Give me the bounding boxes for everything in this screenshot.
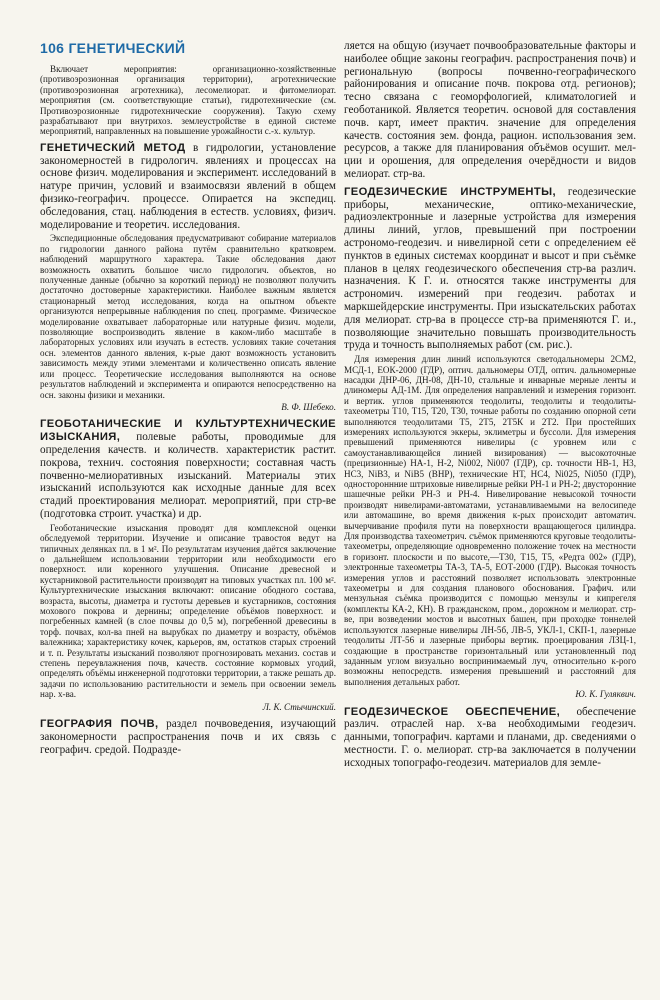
geodetic-support-article bbox=[344, 706, 636, 770]
left-column bbox=[40, 64, 336, 989]
geobotanic-title: ГЕОБОТАНИЧЕСКИЕ И КУЛЬТУРТЕХНИЧЕСКИЕ ИЗЫСКАНИЯ, bbox=[40, 418, 336, 444]
soil-geography-continuation: ляется на общую (изучает почвообразовательные факторы и наиболее общие законы географич. распространения почв) и региональную (вопросы почвенно-географического районирования и описание почв. покрова отд. регионов); тесно связана с геоморфологией, климатологией и геоботаникой. Является теоретич. основой для составления почв. карт, имеет практич. значение для определения качеств. состояния зем. фонда, рацион. использования зем. ресурсов, а также для планирования объёмов осушит. мел-ции и орошения, для определения очерёдности и видов мелиорат. стр-ва. bbox=[344, 40, 636, 180]
soil-geography-article bbox=[40, 718, 336, 756]
instruments-title: ГЕОДЕЗИЧЕСКИЕ ИНСТРУМЕНТЫ, bbox=[344, 185, 556, 198]
geobotanic-text: полевые работы, проводимые для определения качеств. и количеств. характеристик растит. покрова, технич. состояния поверхности; составная часть почвенно-мелиоративных изысканий. Материалы этих изысканий используются как исходные данные для всех стадий проектирования мелиорат. мероприятий, при стр-ве (подготовка строит. участка) и др. bbox=[40, 431, 336, 520]
instruments-details: Для измерения длин линий используются светодальномеры 2СМ2, МСД-1, ЕОК-2000 (ГДР), оптич. дальномеры ОТД, оптич. дальномерные насадки ДНР-06, ДН-08, ДН-10, стальные и инварные мерные ленты и длиномеры АД-1М. Для определения направлений и измерения горизонт. и вертик. углов применяются теодолиты, теодолиты и теодолиты-тахеометры Т10, Т15, Т20, Т30, точные работы по созданию опорной сети выполняются теодолитами Т5, 2Т5, 2Т5К и 2Т2. При простейших измерениях используются эккеры, эклиметры и буссоли. Для измерения превышений применяются нивелиры (с уровнем или с самоустанавливающейся линией визирования) — высокоточные (прецизионные) НА-1, Н-2, Ni002, Ni007 (ГДР), ср. точности НВ-1, Н3, НС3, NiB3, и NiB5 (ВНР), технические НТ, НС4, Ni025, Ni050 (ГДР), одностороннние штриховые нивелирные рейки РН-1 и РН-2; двусторонние шашечные рейки РН-3 и РН-4. Нивелирование невысокой точности производят нивелирами-автоматами, устанавливаемыми на велосипеде или автомашине, во время движения к-рых происходит автоматич. вычерчивание профиля пути на поверхности вращающегося цилиндра. Для производства тахеометрич. съёмок применяются круговые теодолиты-тахеометры, определяющие одновременно положение точек на местности в горизонт. плоскости и по высоте,—Т30, Т15, Т5, «Редта 002» (ГДР), электронные тахеометры ТА-3, ТА-5, ЕОТ-2000 (ГДР). Высокая точность измерения углов и расстояний позволяет использовать электронные тахеометры и для создания планового обоснования. Графич. или мензульная съёмка производится с помощью мензулы и кипрегеля (комплекты КА-2, КН). В гражданском, пром., дорожном и мелиорат. стр-ве, при возведении мостов и высотных башен, при проходке тоннелей используются лазерные нивелиры ЛН-5б, ЛВ-5, УКЛ-1, СКП-1, лазерные теодолиты ЛТ-56 и лазерные приборы вертик. проецирования ЛЗЦ-1, создающие в пространстве горизонтальный или установленный под заданным углом визуально воспринимаемый луч, относительно к-рого возможны непосредств. измерения превышений и расстояний для выполнения детальных работ. bbox=[344, 354, 636, 687]
soil-geography-title: ГЕОГРАФИЯ ПОЧВ, bbox=[40, 718, 159, 731]
genetic-method-text: в гидрологии, установление закономерностей в гидрологич. явлениях и процессах на основе физич. моделирования и эксперимент. исследований в натуре причин, условий и взаимосвязи явлений в общем физико-географич. процессе. Опирается на экспедиц. обследования, стац. наблюдения в естеств. условиях, физич. моделирование и теоретич. исследования. bbox=[40, 141, 336, 231]
genetic-method-title: ГЕНЕТИЧЕСКИЙ МЕТОД bbox=[40, 141, 186, 154]
running-head: 106 ГЕНЕТИЧЕСКИЙ bbox=[40, 40, 186, 56]
geobotanic-article bbox=[40, 418, 336, 520]
genetic-method-details: Экспедиционные обследования предусматривают собирание материалов по гидрологии данного района путём сравнительно кратковрем. наблюдений маршрутного характера. Такие обследования дают возможность охватить большое число гидрологич. объектов, но полученные данные (обычно за короткий период) не позволяют получить достаточно достоверные характеристики. Наиболее важным является стационарный метод исследования, когда на опытном объекте организуются непрерывные наблюдения по спец. программе. Физическое моделирование охватывает лабораторные или натурные физич. модели, позволяющие воспроизводить явление в каком-либо масштабе в лабораторных условиях или изучать в естеств. условиях такие сочетания осн. элементов данного явления, к-рые дают возможность установить зависимость между этими элементами и количественно описать явление или процесс. Теоретические исследования выполняются на основе результатов наблюдений и эксперимента и опираются непосредственно на осн. законы физики и механики. bbox=[40, 233, 336, 400]
erosion-paragraph: Включает мероприятия: организационно-хозяйственные (противоэрозионная организация территории), агротехнические (противоэрозионная агротехника), лесомелиорат. и фитомелиорат. мероприятия (см. соответствующие статьи), гидротехнические (см. Противоэрозионные гидротехнические сооружения). Такую схему разрабатывают при внутрихоз. землеустройстве в единой системе мероприятий, направленных на повышение урожайности с.-х. культур. bbox=[40, 64, 336, 137]
soil-geography-text: раздел почвоведения, изучающий закономерности распространения почв и их связь с географич. средой. Подразде- bbox=[40, 718, 336, 756]
geodetic-support-text: обеспечение различ. отраслей нар. х-ва необходимыми геодезич. данными, топографич. картами и планами, др. сведениями о местности. Г. о. мелиорат. стр-ва заключается в получении исходных топографо-геодезич. материалов для земле- bbox=[344, 705, 636, 769]
genetic-method-article bbox=[40, 142, 336, 232]
geodetic-support-title: ГЕОДЕЗИЧЕСКОЕ ОБЕСПЕЧЕНИЕ, bbox=[344, 705, 561, 718]
geobotanic-author: Л. К. Стычинский. bbox=[262, 701, 336, 712]
instruments-author: Ю. К. Гуляквич. bbox=[575, 689, 636, 700]
instruments-text: геодезические приборы, механические, оптико-механические, радиоэлектронные и лазерные устройства для измерения длины линий, углов, превышений при построении астрономо-геодезич. и нивелирной сети с определением её пунктов в единых системах координат и высот и при съёмке планов в целях геодезического обеспечения стр-ва различ. назначения. К Г. и. относятся также инструменты для астрономич. измерений при геодезич. работах и маркшейдерские инструменты. При изыскательских работах для мелиорат. стр-ва в процессе стр-ва применяются Г. и., позволяющие значительно повышать производительность труда и точность выполняемых работ (см. рис.). bbox=[344, 185, 636, 352]
right-column bbox=[344, 40, 636, 987]
instruments-article bbox=[344, 186, 636, 352]
geobotanic-details: Геоботанические изыскания проводят для комплексной оценки обследуемой территории. Изучение и описание травостоя ведут на типичных делянках пл. в 1 м². По результатам изучения даётся заключение о дальнейшем использовании территории или необходимости его поверхност. или коренного улучшения. Описание древесной и кустарниковой растительности производят на типовых участках пл. 100 м². Культуртехнические изыскания включают: описание ободного состава, возраста, высоты, диаметра и густоты деревьев и кустарников, состояния мохового покрова и дернины; определение объёмов поверхност. и погребенных камней (в слое почвы до 0,5 м), погребенной древесины в торф. почвах, кол-ва пней на вырубках по диаметру и возрасту, объёмов валежника; характеристику кочек, карьеров, ям, остатков старых строений и т. п. Результаты изысканий позволяют прогнозировать механиз. состав и степень переувлажнения почв, качеств. состояние кормовых угодий, определять объёмы инженерной подготовки территории, а также решать др. задачи по использованию растительности и земель при освоении земель нар. х-ва. bbox=[40, 522, 336, 700]
genetic-method-author: В. Ф. Шебеко. bbox=[281, 401, 336, 412]
